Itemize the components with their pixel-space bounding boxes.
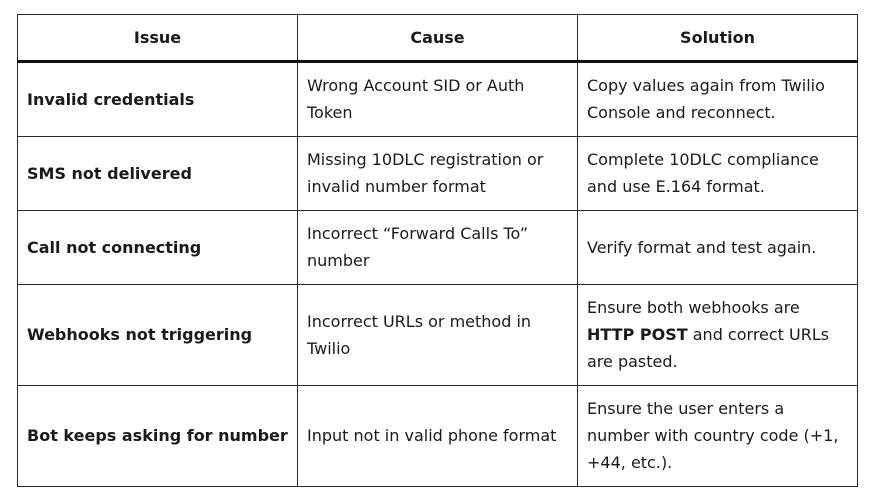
header-issue: Issue xyxy=(18,15,298,62)
header-cause: Cause xyxy=(298,15,578,62)
troubleshooting-table xyxy=(17,14,858,487)
cause-cell: Input not in valid phone format xyxy=(298,386,578,487)
table-row xyxy=(18,285,858,386)
issue-cell: Bot keeps asking for number xyxy=(18,386,298,487)
issue-cell: Invalid credentials xyxy=(18,62,298,137)
cause-cell: Incorrect “Forward Calls To” number xyxy=(298,211,578,285)
solution-text-start: Ensure both webhooks are xyxy=(587,298,800,317)
header-row xyxy=(18,15,858,62)
table-row xyxy=(18,137,858,211)
cause-cell: Wrong Account SID or Auth Token xyxy=(298,62,578,137)
solution-cell xyxy=(578,285,858,386)
issue-cell: Webhooks not triggering xyxy=(18,285,298,386)
cause-cell: Missing 10DLC registration or invalid number format xyxy=(298,137,578,211)
issue-cell: Call not connecting xyxy=(18,211,298,285)
solution-cell: Verify format and test again. xyxy=(578,211,858,285)
solution-text-bold: HTTP POST xyxy=(587,325,688,344)
cause-cell: Incorrect URLs or method in Twilio xyxy=(298,285,578,386)
solution-cell: Ensure the user enters a number with country code (+1, +44, etc.). xyxy=(578,386,858,487)
table-row xyxy=(18,386,858,487)
issue-cell: SMS not delivered xyxy=(18,137,298,211)
header-solution: Solution xyxy=(578,15,858,62)
table-row xyxy=(18,211,858,285)
solution-cell: Copy values again from Twilio Console and reconnect. xyxy=(578,62,858,137)
table-row xyxy=(18,62,858,137)
solution-cell: Complete 10DLC compliance and use E.164 format. xyxy=(578,137,858,211)
solution-text-end: and correct URLs are pasted. xyxy=(587,325,830,371)
